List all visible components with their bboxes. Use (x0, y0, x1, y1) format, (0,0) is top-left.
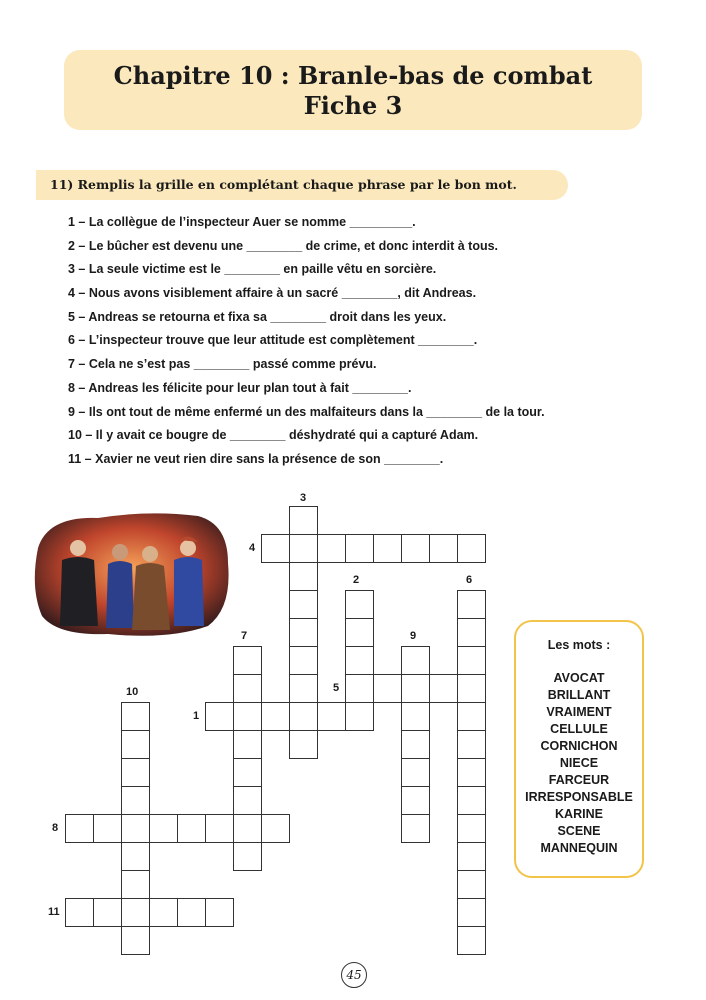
crossword-cell[interactable] (149, 898, 178, 927)
clue-6: 6 – L’inspecteur trouve que leur attitude est complètement ________. (68, 333, 478, 348)
crossword-cell[interactable] (429, 674, 458, 703)
crossword-cell[interactable] (401, 786, 430, 815)
crossword-cell[interactable] (289, 702, 318, 731)
crossword-cell[interactable] (457, 702, 486, 731)
clue-7: 7 – Cela ne s’est pas ________ passé comme prévu. (68, 357, 377, 372)
crossword-cell[interactable] (401, 730, 430, 759)
clue-8: 8 – Andreas les félicite pour leur plan tout à fait ________. (68, 380, 412, 395)
crossword-cell[interactable] (121, 898, 150, 927)
crossword-cell[interactable] (261, 534, 290, 563)
crossword-cell[interactable] (261, 702, 290, 731)
crossword-cell[interactable] (345, 534, 374, 563)
crossword-cell[interactable] (121, 730, 150, 759)
clue-1: 1 – La collègue de l’inspecteur Auer se nomme _________. (68, 215, 416, 229)
word-bank-item: NIECE (559, 756, 599, 770)
exercise-instruction: 11) Remplis la grille en complétant chaque phrase par le bon mot. (36, 170, 568, 200)
word-bank (514, 620, 644, 878)
crossword-cell[interactable] (457, 898, 486, 927)
crossword-cell[interactable] (457, 842, 486, 871)
crossword-cell[interactable] (457, 646, 486, 675)
crossword-cell[interactable] (345, 674, 374, 703)
clue-number-label: 10 (126, 686, 139, 698)
clue-number-label: 8 (52, 822, 59, 834)
crossword-cell[interactable] (261, 814, 290, 843)
word-bank-item: FARCEUR (548, 773, 610, 787)
crossword-cell[interactable] (401, 758, 430, 787)
crossword-cell[interactable] (233, 758, 262, 787)
crossword-cell[interactable] (121, 870, 150, 899)
crossword-cell[interactable] (233, 786, 262, 815)
crossword-cell[interactable] (205, 702, 234, 731)
crossword-cell[interactable] (289, 674, 318, 703)
clue-3: 3 – La seule victime est le ________ en paille vêtu en sorcière. (68, 262, 437, 277)
word-bank-item: MANNEQUIN (540, 841, 618, 855)
clue-10: 10 – Il y avait ce bougre de ________ déshydraté qui a capturé Adam. (68, 428, 479, 443)
crossword-cell[interactable] (233, 814, 262, 843)
crossword-cell[interactable] (289, 646, 318, 675)
crossword-cell[interactable] (457, 814, 486, 843)
sheet-title: Fiche 3 (303, 91, 403, 120)
crossword-cell[interactable] (345, 590, 374, 619)
crossword-cell[interactable] (317, 534, 346, 563)
crossword-cell[interactable] (121, 926, 150, 955)
clue-9: 9 – Ils ont tout de même enfermé un des malfaiteurs dans la ________ de la tour. (68, 404, 545, 419)
clue-list (68, 212, 545, 473)
word-bank-item: VRAIMENT (546, 705, 612, 719)
crossword-cell[interactable] (289, 534, 318, 563)
crossword-cell[interactable] (121, 702, 150, 731)
crossword-cell[interactable] (177, 814, 206, 843)
clue-number-label: 3 (300, 492, 307, 504)
crossword-cell[interactable] (233, 730, 262, 759)
crossword-cell[interactable] (93, 898, 122, 927)
crossword-cell[interactable] (345, 618, 374, 647)
word-bank-item: SCENE (557, 824, 601, 838)
clue-number-label: 5 (333, 682, 340, 694)
crossword-cell[interactable] (233, 702, 262, 731)
chapter-title: Chapitre 10 : Branle-bas de combat (113, 61, 593, 90)
clue-number-label: 9 (410, 630, 417, 642)
crossword-cell[interactable] (373, 674, 402, 703)
crossword-cell[interactable] (401, 702, 430, 731)
crossword-cell[interactable] (373, 534, 402, 563)
crossword-cell[interactable] (457, 730, 486, 759)
crossword-cell[interactable] (401, 674, 430, 703)
crossword-cell[interactable] (233, 674, 262, 703)
crossword-cell[interactable] (317, 702, 346, 731)
clue-number-label: 11 (48, 906, 60, 918)
word-bank-item: KARINE (555, 807, 603, 821)
crossword-cell[interactable] (289, 590, 318, 619)
clue-5: 5 – Andreas se retourna et fixa sa ________ droit dans les yeux. (68, 309, 447, 324)
crossword-cell[interactable] (401, 646, 430, 675)
crossword-cell[interactable] (289, 618, 318, 647)
crossword-cell[interactable] (401, 534, 430, 563)
crossword-cell[interactable] (121, 758, 150, 787)
crossword-cell[interactable] (289, 730, 318, 759)
clue-number-label: 7 (241, 630, 248, 642)
crossword-cell[interactable] (457, 534, 486, 563)
crossword-cell[interactable] (457, 870, 486, 899)
clue-number-label: 4 (249, 542, 256, 554)
clue-number-label: 1 (193, 710, 200, 722)
crossword-cell[interactable] (149, 814, 178, 843)
crossword-cell[interactable] (289, 562, 318, 591)
crossword-cell[interactable] (345, 646, 374, 675)
chapter-title-box (64, 50, 642, 130)
word-bank-title: Les mots : (547, 638, 611, 652)
crossword-cell[interactable] (65, 898, 94, 927)
crossword-cell[interactable] (93, 814, 122, 843)
crossword-cell[interactable] (457, 674, 486, 703)
crossword-cell[interactable] (65, 814, 94, 843)
word-bank-item: IRRESPONSABLE (525, 790, 633, 804)
crossword-cell[interactable] (289, 506, 318, 535)
crossword-cell[interactable] (457, 590, 486, 619)
word-bank-item: AVOCAT (553, 671, 605, 685)
word-bank-item: CORNICHON (540, 739, 618, 753)
word-bank-item: BRILLANT (547, 688, 611, 702)
clue-number-label: 2 (353, 574, 360, 586)
crossword-cell[interactable] (345, 702, 374, 731)
page-number: 45 (341, 962, 367, 988)
crossword-cell[interactable] (457, 926, 486, 955)
crossword-cell[interactable] (457, 618, 486, 647)
clue-2: 2 – Le bûcher est devenu une ________ de crime, et donc interdit à tous. (68, 238, 499, 253)
police-scene-illustration (28, 508, 234, 640)
crossword-cell[interactable] (121, 814, 150, 843)
word-bank-item: CELLULE (550, 722, 608, 736)
crossword-cell[interactable] (401, 814, 430, 843)
crossword-cell[interactable] (205, 898, 234, 927)
crossword-cell[interactable] (177, 898, 206, 927)
crossword-cell[interactable] (121, 842, 150, 871)
crossword-cell[interactable] (457, 758, 486, 787)
clue-11: 11 – Xavier ne veut rien dire sans la présence de son ________. (68, 451, 444, 466)
crossword-cell[interactable] (233, 842, 262, 871)
clue-number-label: 6 (466, 574, 473, 586)
crossword-cell[interactable] (121, 786, 150, 815)
crossword-cell[interactable] (429, 534, 458, 563)
crossword-cell[interactable] (205, 814, 234, 843)
crossword-cell[interactable] (457, 786, 486, 815)
clue-4: 4 – Nous avons visiblement affaire à un sacré ________, dit Andreas. (68, 286, 477, 301)
crossword-cell[interactable] (233, 646, 262, 675)
word-bank-list (516, 670, 642, 857)
